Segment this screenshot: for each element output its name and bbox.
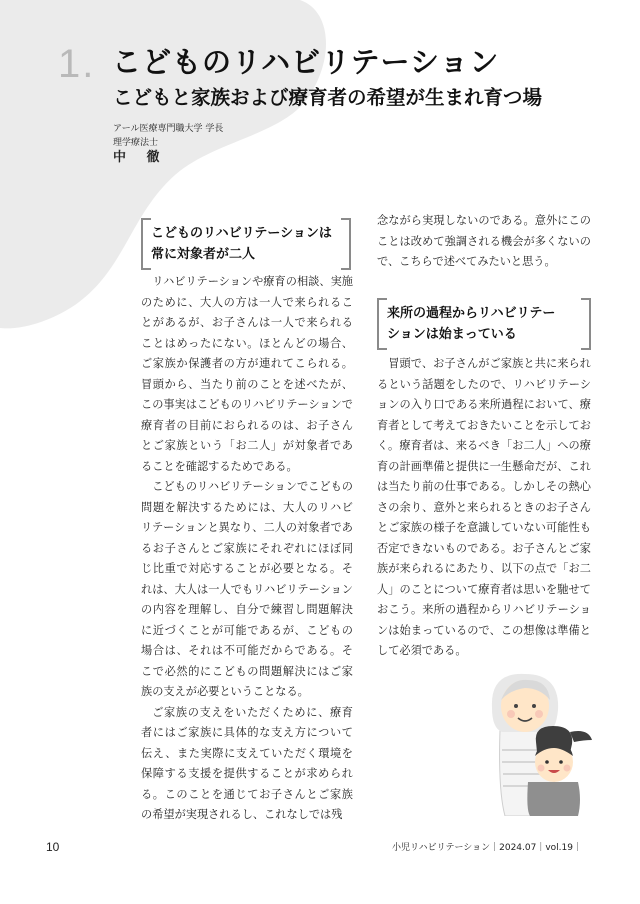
chapter-number: 1.: [58, 42, 96, 86]
author-block: [113, 122, 223, 165]
section-heading-1: [141, 218, 351, 270]
bracket-left: [141, 218, 151, 270]
column-left: [141, 272, 353, 826]
section-heading-2: [377, 298, 591, 350]
publication-footer: 小児リハビリテーション｜2024.07｜vol.19｜: [391, 843, 582, 853]
paragraph: ご家族の支えをいただくために、療育者にはご家族に具体的な支え方について伝え、また実際に支えていただく環境を保障する支援を提供することが求められる。このことを通じてお子さんとご家族の希望が実現されるし、これなしでは残: [141, 705, 353, 821]
page-number: 10: [46, 840, 60, 854]
paragraph: こどものリハビリテーションでこどもの問題を解決するためには、大人のリハビリテーションと異なり、二人の対象者であるお子さんとご家族にそれぞれにほぼ同じ比重で対応することが必要となる。それは、大人は一人でもリハビリテーションの内容を理解し、自分で練習し問題解決に近づくことが可能であるが、こどもの場合は、それは不可能だからである。そこで必然的にこどもの問題解決にはご家族の支えが必要ということなる。: [141, 480, 353, 698]
column-right-bottom: [377, 354, 591, 662]
paragraph: 冒頭で、お子さんがご家族と共に来られるという話題をしたので、リハビリテーションの入り口である来所過程において、療育者として考えておきたいことを示しておく。療育者は、来るべき「お二人」への療育の計画準備と提供に一生懸命だが、これは当たり前の仕事である。しかしその熱心さの余り、意外と来られるときのお子さんとご家族の様子を意識していない可能性も否定できないものである。お子さんとご家族が来られるにあたり、以下の点で「お二人」のことについて療育者は思いを馳せておこう。来所の過程からリハビリテーションは始まっているので、この想像は準備として必須である。: [377, 357, 591, 657]
page-title: こどものリハビリテーション: [112, 45, 500, 79]
bracket-right: [581, 298, 591, 350]
author-qualification: 理学療法士: [113, 138, 159, 148]
paragraph-continuation: 念ながら実現しないのである。意外にこのことは改めて強調される機会が多くないので、こちらで述べてみたいと思う。: [377, 214, 591, 268]
paragraph: リハビリテーションや療育の相談、実施のために、大人の方は一人で来られることがあるが、お子さんは一人で来られることはめったにない。ほとんどの場合、ご家族か保護者の方が連れてこられる。冒頭から、当たり前のことを述べたが、この事実はこどものリハビリテーションで療育者の目前におられるのは、お子さんとご家族という「お二人」が対象者であることを確認するためである。: [141, 275, 353, 473]
column-right-top: [377, 211, 591, 273]
section-heading-2-line1: 来所の過程からリハビリテー: [387, 306, 556, 321]
page-subtitle: こどもと家族および療育者の希望が生まれ育つ場: [113, 86, 543, 109]
section-heading-1-line1: こどものリハビリテーションは: [151, 226, 332, 241]
section-heading-2-line2: ションは始まっている: [387, 327, 517, 342]
mother-child-illustration: [470, 670, 600, 816]
section-heading-1-line2: 常に対象者が二人: [151, 247, 256, 262]
bracket-right: [341, 218, 351, 270]
bracket-left: [377, 298, 387, 350]
author-affiliation: アール医療専門職大学 学長: [113, 124, 224, 134]
author-name: 中 徹: [113, 150, 168, 165]
